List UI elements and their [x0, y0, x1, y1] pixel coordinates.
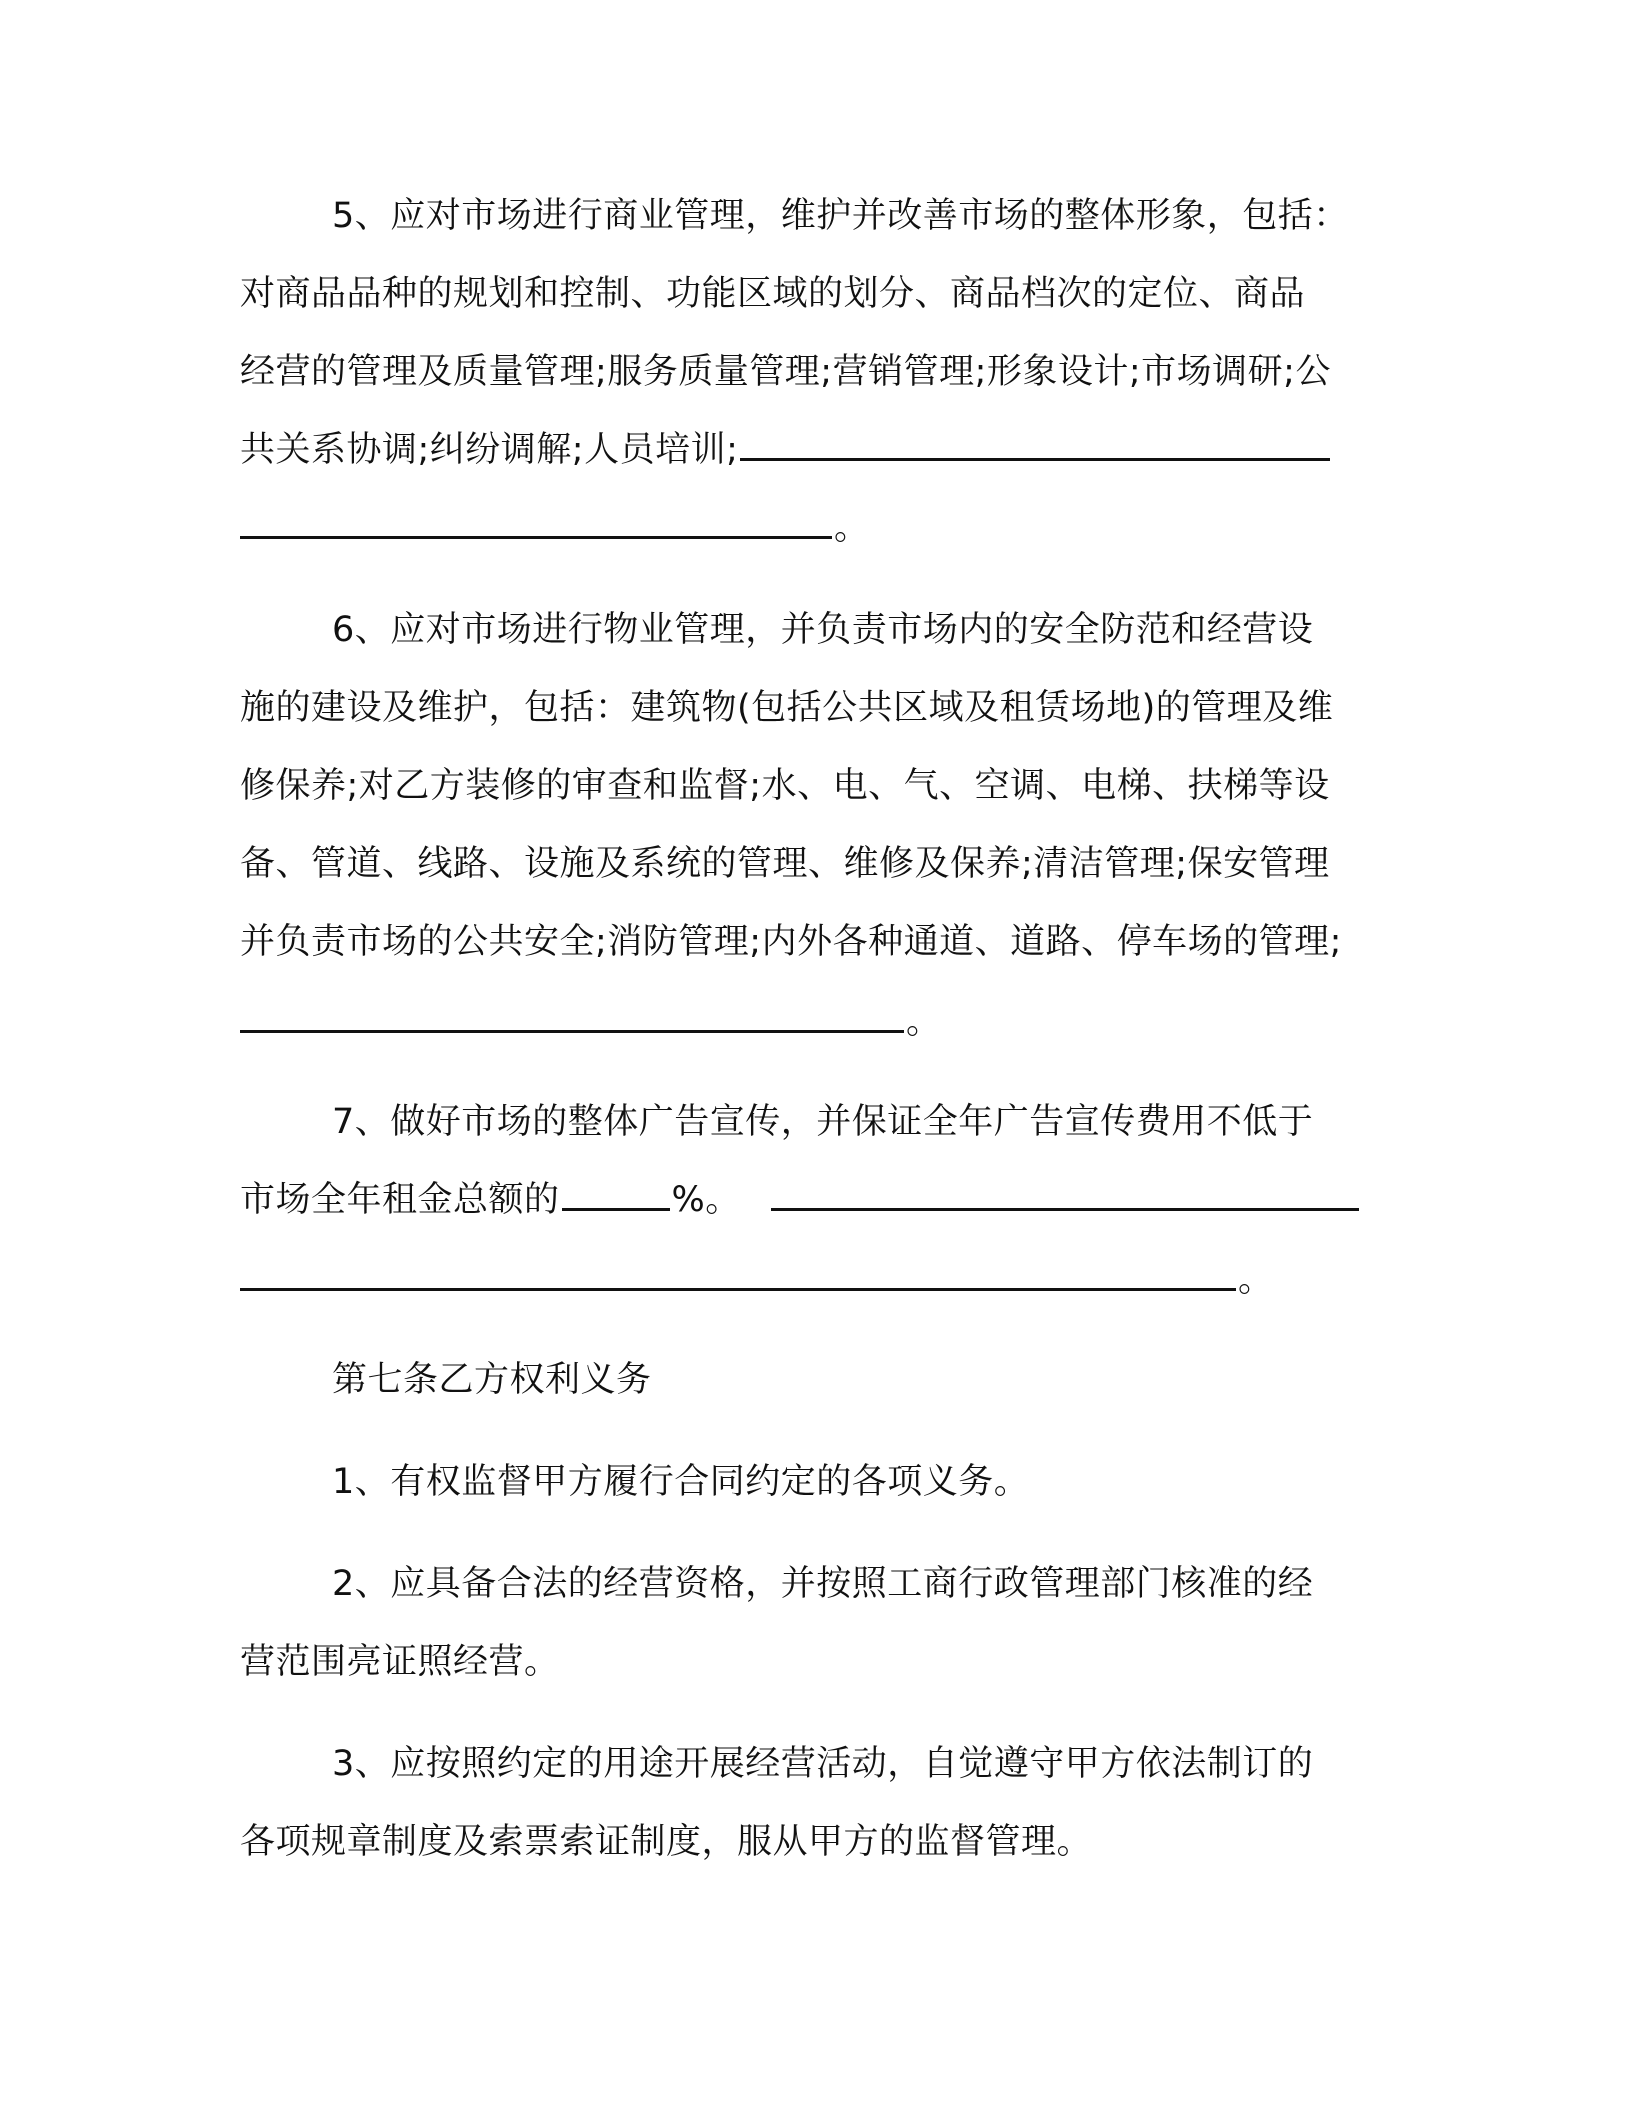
- para6-line3: 修保养;对乙方装修的审查和监督;水、电、气、空调、电梯、扶梯等设: [240, 766, 1330, 806]
- percent-blank[interactable]: [562, 1178, 670, 1211]
- para7-line2-text: 市场全年租金总额的: [240, 1180, 560, 1220]
- article7-item2-line2: 营范围亮证照经营。: [240, 1642, 560, 1682]
- fill-blank[interactable]: [240, 1258, 1236, 1291]
- fill-blank[interactable]: [771, 1178, 1359, 1211]
- para5-line3: 经营的管理及质量管理;服务质量管理;营销管理;形象设计;市场调研;公: [240, 352, 1331, 392]
- fill-blank[interactable]: [740, 428, 1330, 461]
- period: 。: [1238, 1260, 1274, 1300]
- para5-line4: [240, 426, 1332, 474]
- para5-line5: [240, 504, 870, 552]
- para7-line3: [240, 1256, 1274, 1304]
- para5-line2: 对商品品种的规划和控制、功能区域的划分、商品档次的定位、商品: [240, 274, 1306, 314]
- para6-line4: 备、管道、线路、设施及系统的管理、维修及保养;清洁管理;保安管理: [240, 844, 1330, 884]
- fill-blank[interactable]: [240, 506, 832, 539]
- percent-suffix: %。: [671, 1180, 741, 1220]
- para6-line5: 并负责市场的公共安全;消防管理;内外各种通道、道路、停车场的管理;: [240, 922, 1342, 962]
- article7-heading: 第七条乙方权利义务: [332, 1360, 652, 1400]
- fill-blank[interactable]: [240, 1000, 904, 1033]
- para7-line1: 7、做好市场的整体广告宣传，并保证全年广告宣传费用不低于: [332, 1102, 1314, 1142]
- article7-item3-line1: 3、应按照约定的用途开展经营活动，自觉遵守甲方依法制订的: [332, 1744, 1314, 1784]
- para5-line4-text: 共关系协调;纠纷调解;人员培训;: [240, 430, 739, 470]
- para7-line2: [240, 1176, 1361, 1224]
- article7-item1: 1、有权监督甲方履行合同约定的各项义务。: [332, 1462, 1030, 1502]
- period: 。: [834, 508, 870, 548]
- article7-item3-line2: 各项规章制度及索票索证制度，服从甲方的监督管理。: [240, 1822, 1093, 1862]
- para5-line1: 5、应对市场进行商业管理，维护并改善市场的整体形象，包括：: [332, 196, 1349, 236]
- para6-line6: [240, 998, 942, 1046]
- period: 。: [906, 1002, 942, 1042]
- article7-item2-line1: 2、应具备合法的经营资格，并按照工商行政管理部门核准的经: [332, 1564, 1314, 1604]
- para6-line2: 施的建设及维护，包括：建筑物(包括公共区域及租赁场地)的管理及维: [240, 688, 1334, 728]
- para6-line1: 6、应对市场进行物业管理，并负责市场内的安全防范和经营设: [332, 610, 1314, 650]
